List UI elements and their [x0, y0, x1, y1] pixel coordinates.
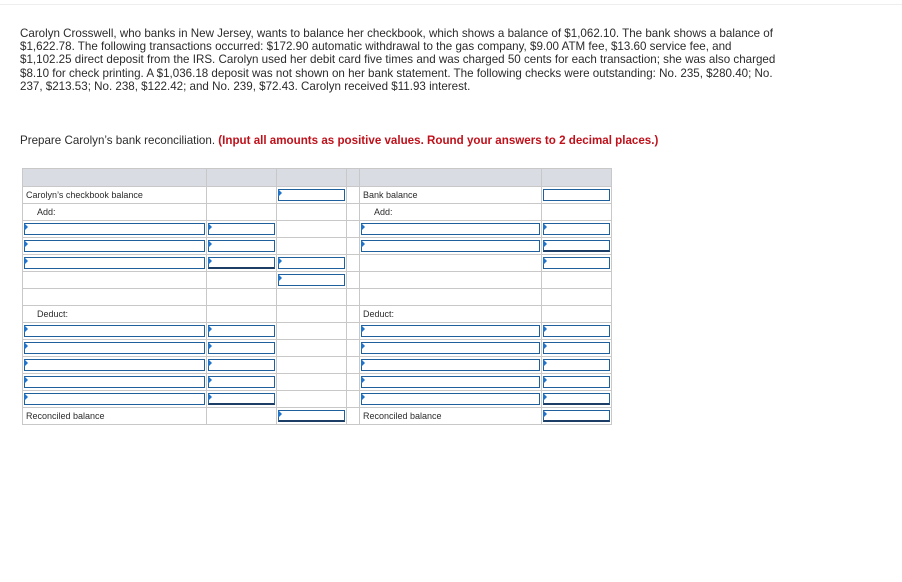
deduct-right-desc-input-4[interactable] [361, 376, 540, 388]
add-right-amount-input-2[interactable] [543, 240, 610, 252]
reconciled-balance-right-input[interactable] [543, 410, 610, 422]
table-row [23, 374, 612, 391]
deduct-label-left: Deduct: [23, 306, 207, 323]
deduct-right-desc-input-1[interactable] [361, 325, 540, 337]
add-label-right: Add: [360, 204, 542, 221]
add-left-desc-input-2[interactable] [24, 240, 205, 252]
reconciled-balance-left-input[interactable] [278, 410, 345, 422]
instruction-hint: (Input all amounts as positive values. Round your answers to 2 decimal places.) [218, 134, 659, 147]
table-row [23, 408, 612, 425]
top-divider [0, 4, 902, 5]
deduct-left-desc-input-4[interactable] [24, 376, 205, 388]
deduct-label-right: Deduct: [360, 306, 542, 323]
add-left-total-input[interactable] [278, 257, 345, 269]
table-row [23, 221, 612, 238]
bank-reconciliation-table [22, 168, 612, 425]
deduct-right-amount-input-2[interactable] [543, 342, 610, 354]
instruction-prefix: Prepare Carolyn’s bank reconciliation. [20, 134, 219, 147]
problem-statement: Carolyn Crosswell, who banks in New Jersey, wants to balance her checkbook, which shows a balance of $1,062.10. The bank shows a balance of $1,622.78. The following transactions occurred: $172.90 automatic withdrawal to the gas company, $9.00 ATM fee, $13.60 service fee, and $1,102.25 direct deposit from the IRS. Carolyn used her debit card five times and was charged 50 cents for each transaction; she was also charged $8.10 for check printing. A $1,036.18 deposit was not shown on her bank statement. The following checks were outstanding: No. 235, $280.40; No. 237, $213.53; No. 238, $122.42; and No. 239, $72.43. Carolyn received $11.93 interest. [20, 27, 776, 93]
deduct-left-desc-input-1[interactable] [24, 325, 205, 337]
left-subtotal-input[interactable] [278, 274, 345, 286]
table-header-row [23, 169, 612, 187]
table-row [23, 323, 612, 340]
deduct-left-amount-input-5[interactable] [208, 393, 275, 405]
table-row [23, 340, 612, 357]
add-left-amount-input-1[interactable] [208, 223, 275, 235]
add-left-amount-input-2[interactable] [208, 240, 275, 252]
table-row [23, 238, 612, 255]
checkbook-balance-input[interactable] [278, 189, 345, 201]
add-right-amount-input-1[interactable] [543, 223, 610, 235]
add-left-amount-input-3[interactable] [208, 257, 275, 269]
table-row [23, 289, 612, 306]
table-row [23, 255, 612, 272]
add-left-desc-input-3[interactable] [24, 257, 205, 269]
table-row [23, 187, 612, 204]
reconciled-balance-label-left: Reconciled balance [23, 408, 207, 425]
checkbook-balance-label: Carolyn’s checkbook balance [23, 187, 207, 204]
deduct-right-amount-input-5[interactable] [543, 393, 610, 405]
deduct-right-amount-input-3[interactable] [543, 359, 610, 371]
deduct-left-amount-input-1[interactable] [208, 325, 275, 337]
deduct-right-desc-input-2[interactable] [361, 342, 540, 354]
table-row [23, 357, 612, 374]
deduct-right-desc-input-3[interactable] [361, 359, 540, 371]
deduct-left-amount-input-2[interactable] [208, 342, 275, 354]
add-label-left: Add: [23, 204, 207, 221]
bank-balance-label: Bank balance [360, 187, 542, 204]
table-row [23, 204, 612, 221]
deduct-left-amount-input-3[interactable] [208, 359, 275, 371]
deduct-right-desc-input-5[interactable] [361, 393, 540, 405]
deduct-left-desc-input-3[interactable] [24, 359, 205, 371]
deduct-left-amount-input-4[interactable] [208, 376, 275, 388]
add-right-desc-input-1[interactable] [361, 223, 540, 235]
table-row [23, 391, 612, 408]
instruction-text [20, 134, 820, 148]
bank-balance-input[interactable] [543, 189, 610, 201]
table-row [23, 306, 612, 323]
deduct-left-desc-input-5[interactable] [24, 393, 205, 405]
deduct-left-desc-input-2[interactable] [24, 342, 205, 354]
reconciled-balance-label-right: Reconciled balance [360, 408, 542, 425]
add-left-desc-input-1[interactable] [24, 223, 205, 235]
deduct-right-amount-input-1[interactable] [543, 325, 610, 337]
add-right-total-input[interactable] [543, 257, 610, 269]
add-right-desc-input-2[interactable] [361, 240, 540, 252]
table-row [23, 272, 612, 289]
deduct-right-amount-input-4[interactable] [543, 376, 610, 388]
